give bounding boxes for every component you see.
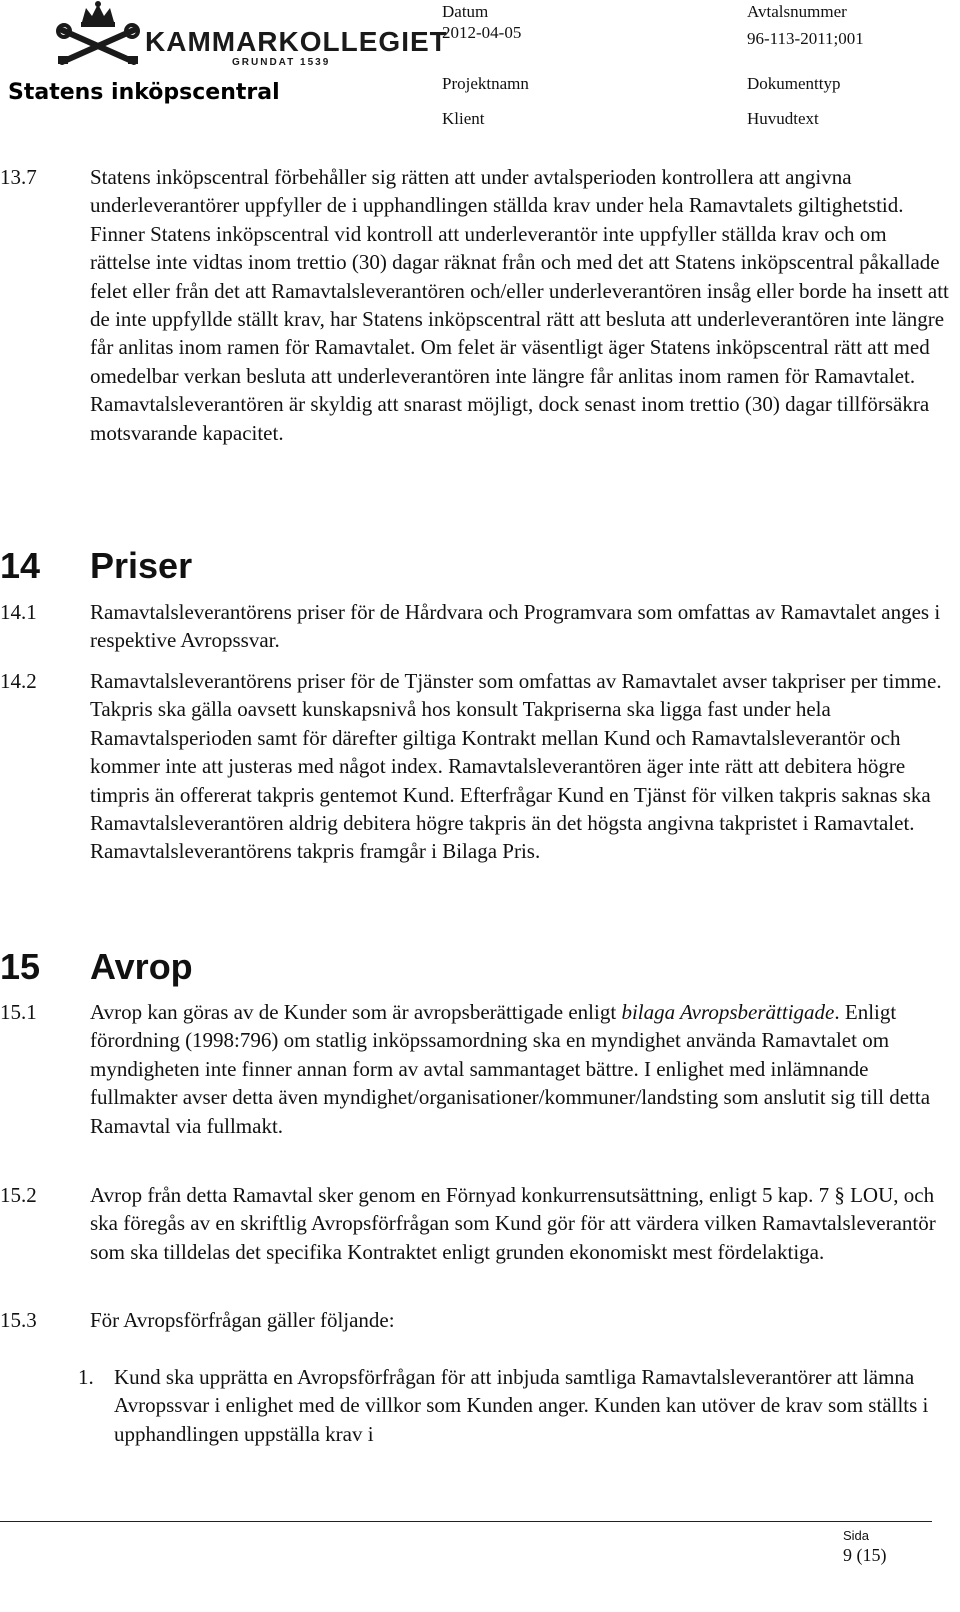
clause-number: 14.1 — [0, 600, 37, 624]
huvudtext-label: Huvudtext — [747, 109, 819, 128]
clause-number: 13.7 — [0, 165, 37, 189]
page-label: Sida — [843, 1528, 870, 1543]
heading-title: Priser — [90, 545, 193, 586]
clause-number: 14.2 — [0, 669, 37, 693]
heading-title: Avrop — [90, 946, 193, 987]
klient-label: Klient — [442, 109, 485, 128]
clause-text: Avrop från detta Ramavtal sker genom en Förnyad konkurrensutsättning, enligt 5 kap. 7 § LOU, och ska föregås av en skriftlig Avropsförfrågan som Kund gör för att värdera vilken Ramavtalsleverantör som ska tilldelas det specifika Kontraktet enligt grunden ekonomiskt mest fördelaktiga. — [90, 1183, 936, 1264]
datum-value: 2012-04-05 — [442, 23, 522, 42]
datum-label: Datum — [442, 2, 489, 21]
clause-text-a: Avrop kan göras av de Kunder som är avropsberättigade enligt — [90, 1000, 622, 1024]
crown-logo-icon — [52, 0, 144, 72]
page-number: 9 (15) — [843, 1545, 887, 1565]
brand-founded: GRUNDAT 1539 — [232, 57, 331, 68]
footer-divider — [0, 1521, 932, 1522]
clause-text-b: . Enligt förordning (1998:796) om statlig inköpssamordning ska en myndighet använda Ramavtalet om myndigheten inte finner annan form av avtal sammantaget bättre. I enlighet med inlämnande fullmakter avser detta även myndighet/organisationer/kommuner/landsting som anslutit sig till detta Ramavtal via fullmakt. — [90, 1000, 931, 1138]
clause-text: För Avropsförfrågan gäller följande: — [90, 1308, 395, 1332]
clause-number: 15.2 — [0, 1183, 37, 1207]
clause-text: Ramavtalsleverantörens priser för de Tjänster som omfattas av Ramavtalet avser takpriser per timme. Takpris ska gälla oavsett kunskapsnivå hos konsult Takpriserna ska ligga fast under hela Ramavtalsperioden samt för därefter giltiga Kontrakt mellan Kund och Ramavtalsleverantör och kommer inte att justeras med något index. Ramavtalsleverantören äger inte rätt att debitera högre timpris än offererat takpris gentemot Kund. Efterfrågar Kund en Tjänst för vilken takpris saknas ska Ramavtalsleverantören aldrig debitera högre takpris än det högsta angivna takpristet i Ramavtalet. Ramavtalsleverantörens takpris framgår i Bilaga Pris. — [90, 669, 942, 864]
clause-text — [90, 998, 950, 1140]
list-item-number: 1. — [78, 1365, 94, 1389]
brand-name: KAMMARKOLLEGIET — [145, 26, 448, 57]
heading-number: 14 — [0, 545, 41, 586]
avtalsnummer-value: 96-113-2011;001 — [747, 29, 864, 48]
organization-name: Statens inköpscentral — [8, 80, 280, 105]
dokumenttyp-label: Dokumenttyp — [747, 74, 841, 93]
clause-number: 15.3 — [0, 1308, 37, 1332]
clause-number: 15.1 — [0, 1000, 37, 1024]
list-item-text: Kund ska upprätta en Avropsförfrågan för att inbjuda samtliga Ramavtalsleverantörer att lämna Avropssvar i enlighet med de villkor som Kunden anger. Kunden kan utöver de krav som ställts i upphandlingen uppställa krav i — [114, 1365, 929, 1446]
heading-number: 15 — [0, 946, 41, 987]
clause-text-italic: bilaga Avropsberättigade — [621, 1000, 835, 1024]
avtalsnummer-label: Avtalsnummer — [747, 2, 847, 21]
projektnamn-label: Projektnamn — [442, 74, 529, 93]
clause-text: Statens inköpscentral förbehåller sig rätten att under avtalsperioden kontrollera att angivna underleverantörer uppfyller de i upphandlingen ställda krav under hela Ramavtalets giltighetstid. Finner Statens inköpscentral vid kontroll att underleverantör inte uppfyller ställda krav och om rättelse inte vidtas inom trettio (30) dagar räknat från och med det att Statens inköpscentral påkallade felet eller från det att Ramavtalsleverantören och/eller underleverantören insåg eller borde ha insett att de inte uppfyllde ställt krav, har Statens inköpscentral rätt att besluta att underleverantören inte längre får anlitas inom ramen för Ramavtalet. Om felet är väsentligt äger Statens inköpscentral rätt att med omedelbar verkan besluta att underleverantören inte längre får anlitas inom ramen för Ramavtalet. Ramavtalsleverantören är skyldig att snarast möjligt, dock senast inom trettio (30) dagar tillförsäkra motsvarande kapacitet. — [90, 165, 949, 445]
clause-text: Ramavtalsleverantörens priser för de Hårdvara och Programvara som omfattas av Ramavtalet anges i respektive Avropssvar. — [90, 600, 941, 653]
